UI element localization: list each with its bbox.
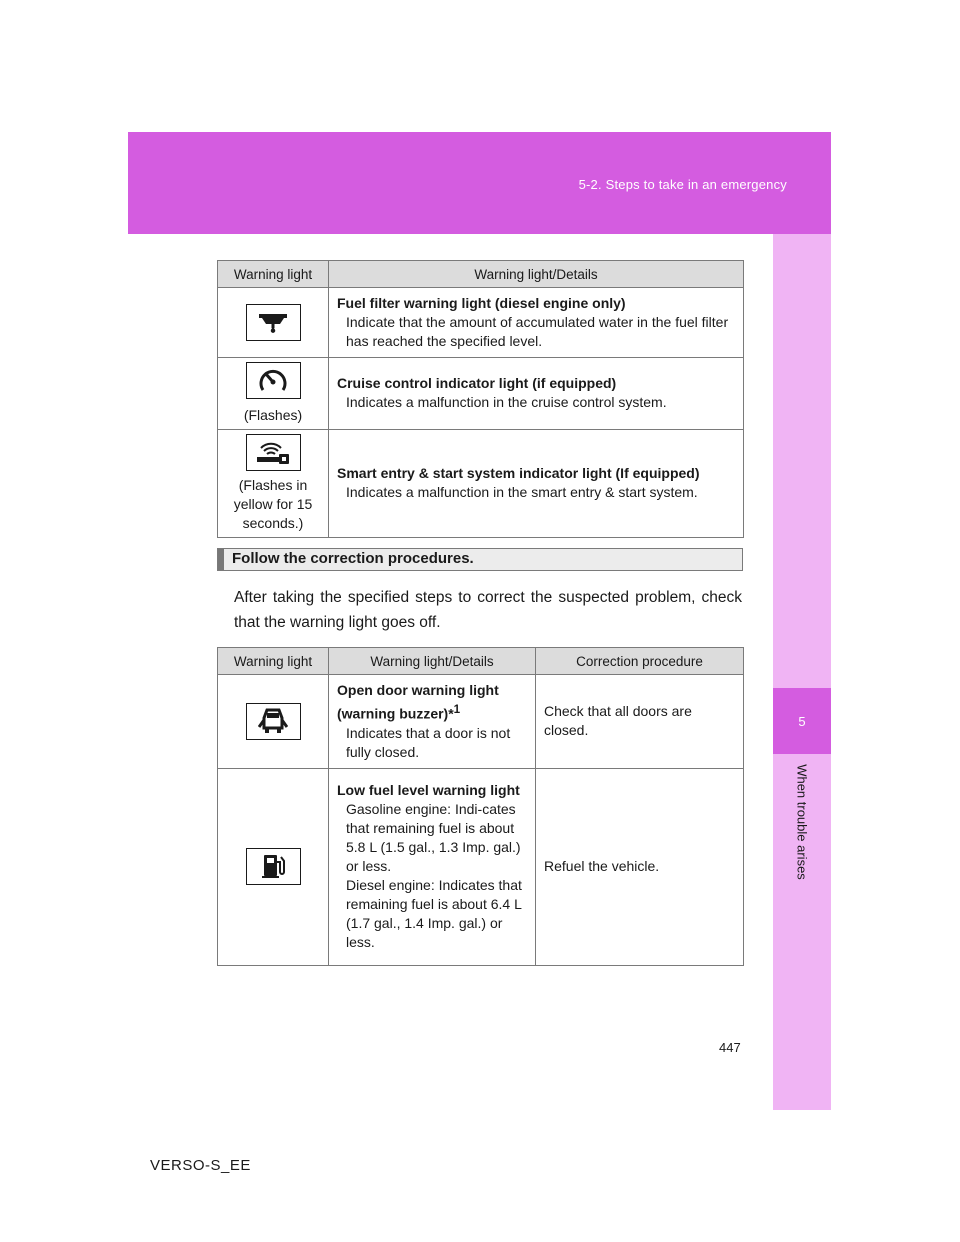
procedure-cell xyxy=(536,675,744,769)
column-header: Warning light xyxy=(218,261,329,288)
chapter-title: When trouble arises xyxy=(794,764,810,880)
item-description: Indicates a malfunction in the cruise control system. xyxy=(346,394,667,411)
header-band xyxy=(128,132,831,234)
body-paragraph: After taking the specified steps to correct the suspected problem, check that the warning light goes off. xyxy=(234,589,742,631)
icon-cell xyxy=(218,288,329,358)
details-cell xyxy=(329,288,744,358)
column-header: Warning light/Details xyxy=(329,648,536,675)
icon-cell xyxy=(218,358,329,430)
footer-model-id: VERSO-S_EE xyxy=(150,1157,251,1174)
fuel-pump-icon xyxy=(246,848,301,885)
heading-marker xyxy=(218,549,224,570)
column-header: Warning light/Details xyxy=(329,261,744,288)
icon-cell xyxy=(218,768,329,965)
page-number: 447 xyxy=(719,1040,741,1055)
table-header-row xyxy=(218,648,744,675)
item-title: Smart entry & start system indicator light (If equipped) xyxy=(337,465,700,481)
icon-note: (Flashes) xyxy=(243,406,303,423)
details-cell xyxy=(329,675,536,769)
item-description: Indicates that a door is not fully closed. xyxy=(346,724,511,760)
table-row xyxy=(218,429,744,537)
item-title: Cruise control indicator light (if equipped) xyxy=(337,375,617,392)
warning-light-table-2 xyxy=(217,647,744,966)
table-header-row xyxy=(218,261,744,288)
item-description: Gasoline engine: Indi-cates that remaining fuel is about 5.8 L (1.5 gal., 1.3 Imp. gal.) or less. xyxy=(346,801,521,875)
table-row xyxy=(218,358,744,430)
chapter-number-tab[interactable] xyxy=(773,688,831,754)
icon-cell xyxy=(218,429,329,537)
details-cell xyxy=(329,358,744,430)
smart-key-icon xyxy=(246,434,301,471)
open-door-icon xyxy=(246,703,301,740)
item-title-text: Open door warning light (warning buzzer)* xyxy=(337,682,499,722)
procedure-text: Refuel the vehicle. xyxy=(544,858,660,875)
chapter-side-strip xyxy=(773,234,831,1110)
table-row xyxy=(218,288,744,358)
item-title: Fuel filter warning light (diesel engine only) xyxy=(337,295,626,311)
item-title: Low fuel level warning light xyxy=(337,782,520,799)
footnote-marker: 1 xyxy=(453,703,461,716)
fuel-filter-icon xyxy=(246,304,301,341)
cruise-control-icon xyxy=(246,362,301,399)
section-heading-bar xyxy=(217,548,743,571)
warning-light-table-1 xyxy=(217,260,744,538)
procedure-text: Check that all doors are closed. xyxy=(544,703,692,739)
section-title: 5-2. Steps to take in an emergency xyxy=(578,177,787,192)
item-description: Indicate that the amount of accumulated water in the fuel filter has reached the specified level. xyxy=(346,314,729,349)
table-row xyxy=(218,675,744,769)
details-cell xyxy=(329,429,744,537)
item-description: Indicates a malfunction in the smart entry & start system. xyxy=(346,484,698,500)
column-header: Warning light xyxy=(218,648,329,675)
column-header: Correction procedure xyxy=(536,648,744,675)
table-row xyxy=(218,768,744,965)
chapter-number: 5 xyxy=(798,713,806,729)
item-description: Diesel engine: Indicates that remaining fuel is about 6.4 L (1.7 gal., 1.4 Imp. gal.) or less. xyxy=(346,877,522,951)
details-cell xyxy=(329,768,536,965)
section-heading: Follow the correction procedures. xyxy=(232,550,474,567)
icon-cell xyxy=(218,675,329,769)
icon-note: (Flashes in yellow for 15 seconds.) xyxy=(233,476,313,531)
item-title xyxy=(337,681,527,724)
procedure-cell xyxy=(536,768,744,965)
